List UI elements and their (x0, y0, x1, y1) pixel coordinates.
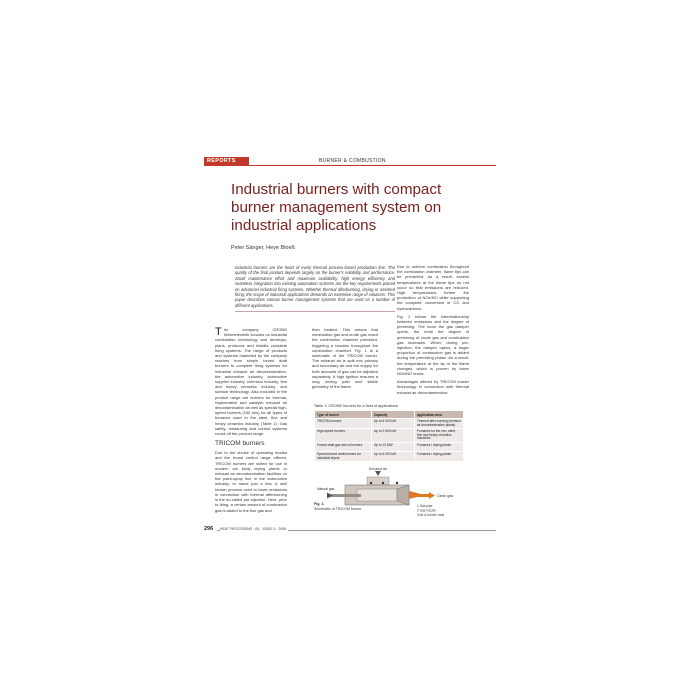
body-column-2 (312, 327, 378, 392)
burner-table (314, 410, 464, 462)
table-row (315, 442, 464, 451)
paragraph: Advantages offered by TRICOM burner technology in connection with thermal exhaust air decontamination: (397, 379, 469, 395)
paragraph: Due to uniform combustion throughout the combustion chamber, flame tips can be prevented. As a result, excess temperatures at the flame tips do not occur so that emissions are reduced. High temperatures further the production of NOx/NO while supporting the complete conversion of CO and hydrocarbons. (397, 264, 469, 311)
page-number: 296 (204, 526, 214, 532)
article-abstract: Industrial burners are the heart of every thermal process-based production line. The quality of the final product depends largely on the burner's reliability and performance. Small maintenance effort and maximum availability, high energy efficiency and seamless integration into existing automation systems are the key requirements placed on advanced industrial firing systems. Whether thermal afterburning, drying or assisted firing, the scope of industrial applications demands an extensive range of solutions. This paper describes various burner management systems that are used on a number of different applications. (235, 265, 395, 312)
table-cell: TRICOM burners (315, 419, 372, 429)
table-cell: Up to 10 MW (372, 442, 415, 451)
paragraph: Fig. 2 shows the interrelationship between emissions and the degree of premixing. The more the gas damper opens, the more the degree of premixing of crude gas and combustion gas increases. When, during pre-injection, the damper opens, a larger proportion of combustion gas is added during the premixing phase. As a result, the temperature at the tip of the flame changes, which is proven by lower NOx/NO levels. (397, 313, 469, 377)
legend-item: 1 Gas pipe (417, 504, 433, 508)
category-label: BURNER & COMBUSTION (319, 158, 386, 164)
table-header-row (315, 411, 464, 419)
drop-cap: T (215, 326, 222, 338)
callout-marker (396, 482, 398, 484)
table-cell: Up to 6 000 kW (372, 451, 415, 461)
arrow-right-icon (327, 493, 333, 499)
intro-paragraph: he company CRONE Wärmetechnik focuses on industrial combustion technology and develops, plans, produces and installs complete firing systems. The range of products and systems marketed by the company reaches from simple forced draft burners to complete firing systems for industrial exhaust air decontamination, the automotive industry, automotive supplier industry, chemical industry, fine and heavy ceramics industry, and surface technology. Also included in the product range are burners for thermal, regenerative and catalytic exhaust air decontamination as well as special high-speed burners (150 m/s) for all types of furnaces used in the steel, fine and heavy ceramics industry (Table 1). Gas safety, measuring and control systems round off the product range. (215, 327, 287, 437)
label-natural-gas: Natural gas (317, 487, 335, 491)
table-header: Application area (415, 411, 464, 419)
table-row (315, 419, 464, 429)
article-title: Industrial burners with compact burner management system on industrial applications (231, 181, 442, 234)
page-header (204, 157, 496, 166)
legend-item: 3 Air & burner vane (417, 513, 445, 517)
table-cell: Furnaces / drying plants (415, 451, 464, 461)
legend-item: 2 Gas nozzle (417, 508, 436, 513)
subheading-tricom: TRICOM burners (215, 440, 265, 448)
figure-caption (314, 502, 361, 511)
arrow-right-icon (429, 492, 435, 499)
article-authors: Peter Sänger, Heye Bloeß (231, 245, 295, 251)
callout-marker (370, 482, 372, 484)
table-row (315, 429, 464, 443)
body-column-1 (215, 327, 287, 516)
callout-marker (382, 482, 384, 484)
table-cell: Furnaces for the iron, steel, fine and heavy ceramics industries (415, 429, 464, 443)
mixing-chamber (357, 489, 397, 501)
figure-caption-text: Schematic of TRICOM burner (314, 506, 362, 511)
burner-schematic-figure (317, 467, 487, 523)
table-cell: Up to 6 000 kW (372, 419, 415, 429)
label-exhaust-air: Exhaust air (369, 467, 387, 471)
gas-pipe (331, 494, 361, 497)
paragraph: then treated. This means that combustion gas and crude gas reach the combustion chamber premixed, triggering a reaction throughout the combustion chamber. Fig. 1 is a schematic of the TRICOM burner. The exhaust air is split into primary and secondary air and the supply for both amounts of gas can be adjusted separately. A high ignition ensures a long mixing path and stable geometry of the flame. (312, 327, 378, 390)
label-clean-gas: Clean gas (437, 494, 454, 498)
table-header: Type of burner (315, 411, 372, 419)
paragraph: Due to the choice of operating modes and the broad control range offered, TRICOM burners are suited for use in modern car body drying plants or exhaust air decontamination facilities on the paint-spray line in the automotive industry, to name just a few. A well known process used to lower emissions in connection with thermal afterburning is the so-called pre-injection. Here, prior to firing, a certain amount of combustion gas is added to the flue gas and (215, 450, 287, 513)
table-cell: Up to 2 500 kW (372, 429, 415, 443)
figure-caption-label: Fig. 1: (314, 502, 325, 506)
body-column-3 (397, 264, 469, 398)
clean-gas-flow (409, 494, 429, 497)
journal-footer: HEAT PROCESSING · (6) · ISSUE 4 · 2008 (220, 526, 287, 531)
table-caption: Table 1: CRONE burners for a host of applications (314, 404, 399, 408)
table-cell: High-speed burners (315, 429, 372, 443)
table-cell: Furnaces / drying plants (415, 442, 464, 451)
table-cell: Thermal after-burning (exhaust air decontamination plants) (415, 419, 464, 429)
table-cell: Forced draft gas and oil burners (315, 442, 372, 451)
table-cell: Special forced draft burners for industrial dryers (315, 451, 372, 461)
table-row (315, 451, 464, 461)
arrow-down-icon (375, 471, 381, 476)
section-label: REPORTS (204, 157, 249, 165)
header-rule (204, 165, 496, 166)
table-header: Capacity (372, 411, 415, 419)
journal-page (204, 157, 496, 541)
